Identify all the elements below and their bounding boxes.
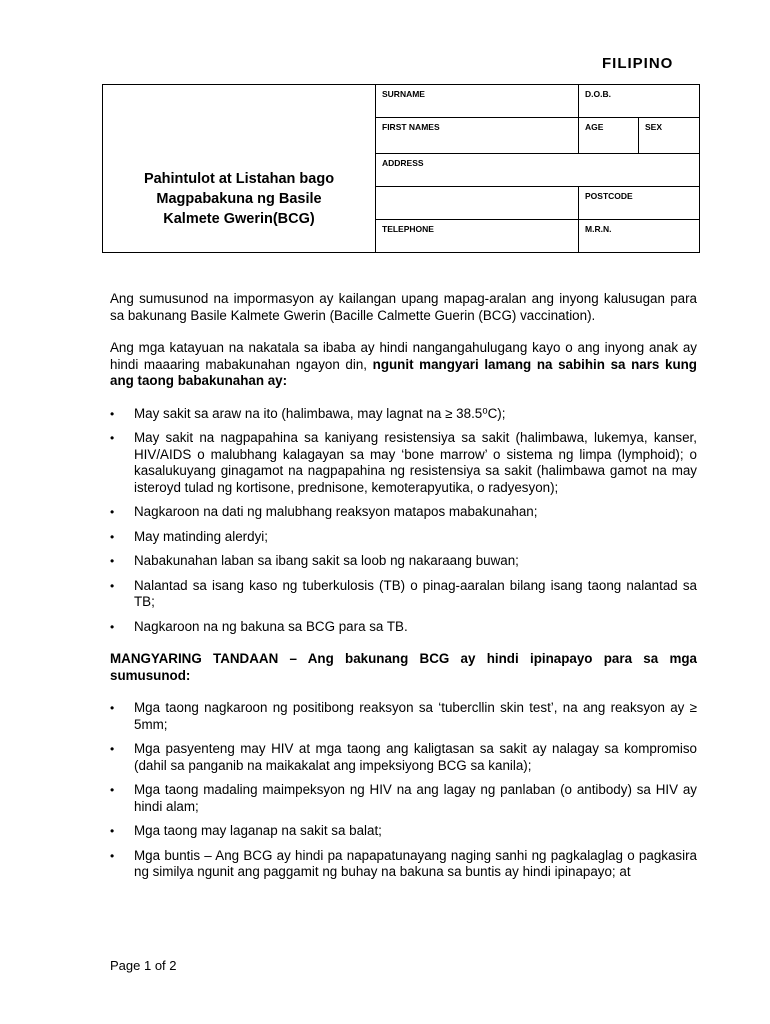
first-names-field[interactable]: FIRST NAMES: [376, 118, 579, 154]
list-item-text: May sakit na nagpapahina sa kaniyang resistensiya sa sakit (halimbawa, lukemya, kanser, HIV/AIDS o malubhang kalagayan sa may ‘bone marrow’ o sistema ng limpa (lymphoid); o kasalukuyang ginagamot na nagpapahina ng resistensiya sa sakit (halimbawa gamot na may isteroyd tulad ng kortisone, prednisone, kemoterapyutika, o radyesyon);: [134, 430, 697, 495]
bullet-icon: •: [110, 406, 115, 421]
list-item: [110, 741, 697, 774]
conditions-list: [110, 406, 697, 636]
form-title-line: Kalmete Gwerin(BCG): [163, 211, 315, 227]
conditions-intro-paragraph: [110, 340, 697, 390]
list-item: [110, 823, 697, 840]
list-item: [110, 529, 697, 546]
sex-field[interactable]: SEX: [639, 118, 700, 154]
list-item: [110, 619, 697, 636]
postcode-field[interactable]: POSTCODE: [579, 187, 700, 220]
address-field[interactable]: ADDRESS: [376, 154, 700, 187]
note-heading: MANGYARING TANDAAN – Ang bakunang BCG ay hindi ipinapayo para sa mga sumusunod:: [110, 651, 697, 683]
list-item-text: Nalantad sa isang kaso ng tuberkulosis (TB) o pinag-aaralan bilang isang taong nalantad sa TB;: [134, 577, 697, 609]
list-item-text: Mga taong madaling maimpeksyon ng HIV na ang lagay ng panlaban (o antibody) sa HIV ay hindi alam;: [134, 782, 697, 814]
list-item: [110, 700, 697, 733]
bullet-icon: •: [110, 701, 115, 715]
bullet-icon: •: [110, 783, 115, 797]
bullet-icon: •: [110, 431, 115, 445]
list-item: [110, 848, 697, 881]
document-body: [110, 291, 697, 897]
surname-field[interactable]: SURNAME: [376, 85, 579, 118]
bullet-icon: •: [110, 578, 115, 593]
page-number: Page 1 of 2: [110, 958, 177, 973]
bullet-icon: •: [110, 848, 115, 863]
list-item-text: Mga buntis – Ang BCG ay hindi pa napapatunayang naging sanhi ng pagkalaglag o pagkasira ng similya ngunit ang paggamit ng buhay na bakuna sa buntis ay hindi ipinapayo; at: [134, 847, 697, 879]
patient-details-table: [102, 84, 700, 253]
telephone-field[interactable]: TELEPHONE: [376, 220, 579, 253]
list-item: [110, 553, 697, 570]
list-item-text: Nagkaroon na ng bakuna sa BCG para sa TB.: [134, 618, 408, 634]
dob-field[interactable]: D.O.B.: [579, 85, 700, 118]
form-title-line: Pahintulot at Listahan bago: [143, 171, 335, 187]
conditions-intro-bold: ngunit mangyari lamang na sabihin sa nars kung ang taong babakunahan ay:: [110, 356, 697, 388]
not-recommended-list: [110, 700, 697, 881]
list-item-text: May sakit sa araw na ito (halimbawa, may lagnat na ≥ 38.5⁰C);: [134, 405, 506, 421]
list-item-text: Mga pasyenteng may HIV at mga taong ang kaligtasan sa sakit ay nalagay sa kompromiso (dahil sa panganib na maikakalat ang impeksiyong BCG sa kanila);: [134, 741, 697, 773]
bullet-icon: •: [110, 619, 115, 634]
bullet-icon: •: [110, 742, 115, 756]
language-label: FILIPINO: [602, 55, 674, 72]
list-item: [110, 406, 697, 423]
bullet-icon: •: [110, 824, 115, 838]
list-item-text: May matinding alerdyi;: [134, 528, 268, 544]
list-item: [110, 578, 697, 611]
list-item-text: Nagkaroon na dati ng malubhang reaksyon matapos mabakunahan;: [134, 504, 538, 519]
list-item: [110, 504, 697, 521]
age-field[interactable]: AGE: [579, 118, 639, 154]
form-title-line: Magpabakuna ng Basile: [156, 191, 322, 207]
address-continued-field[interactable]: [376, 187, 579, 220]
conditions-intro-text: Ang mga katayuan na nakatala sa ibaba ay hindi nangangahulugang kayo o ang inyong anak ay hindi maaaring mabakunahan ngayon din,: [110, 340, 697, 372]
bullet-icon: •: [110, 505, 115, 519]
list-item: [110, 430, 697, 496]
intro-paragraph: Ang sumusunod na impormasyon ay kailangan upang mapag-aralan ang inyong kalusugan para sa bakunang Basile Kalmete Gwerin (Bacille Calmette Guerin (BCG) vaccination).: [110, 291, 697, 323]
list-item-text: Mga taong nagkaroon ng positibong reaksyon sa ‘tubercllin skin test’, na ang reaksyon ay ≥ 5mm;: [134, 700, 697, 732]
list-item-text: Nabakunahan laban sa ibang sakit sa loob ng nakaraang buwan;: [134, 553, 519, 568]
bullet-icon: •: [110, 554, 115, 568]
mrn-field[interactable]: M.R.N.: [579, 220, 700, 253]
list-item: [110, 782, 697, 815]
form-title: [103, 85, 376, 253]
list-item-text: Mga taong may laganap na sakit sa balat;: [134, 823, 382, 838]
bullet-icon: •: [110, 529, 115, 544]
